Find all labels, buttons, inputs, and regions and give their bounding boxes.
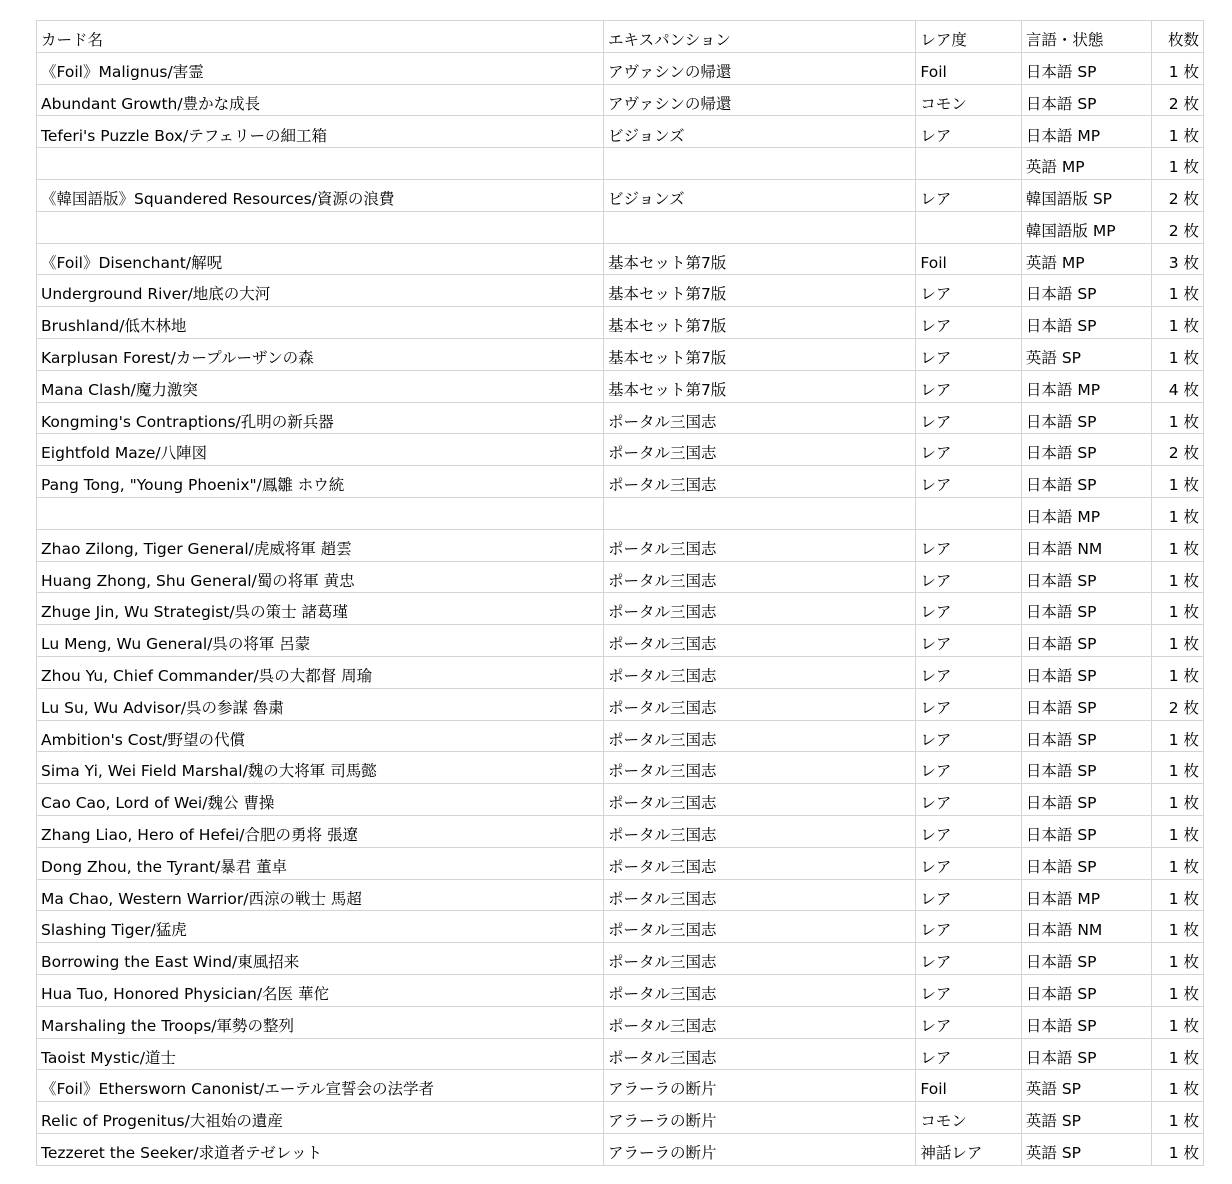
table-row xyxy=(37,179,1204,211)
quantity-cell[interactable]: 1 枚 xyxy=(1152,338,1204,370)
table-row xyxy=(37,847,1204,879)
language-condition-cell[interactable]: 日本語 SP xyxy=(1021,561,1151,593)
quantity-cell[interactable]: 1 枚 xyxy=(1152,307,1204,339)
rarity-cell[interactable]: レア xyxy=(916,720,1022,752)
card-inventory-sheet xyxy=(36,20,1204,1166)
rarity-cell[interactable]: レア xyxy=(916,593,1022,625)
card-name-cell[interactable]: Zhou Yu, Chief Commander/呉の大都督 周瑜 xyxy=(37,656,604,688)
expansion-cell[interactable]: ポータル三国志 xyxy=(603,847,915,879)
expansion-cell[interactable]: ポータル三国志 xyxy=(603,784,915,816)
rarity-cell[interactable]: レア xyxy=(916,1006,1022,1038)
rarity-cell[interactable]: レア xyxy=(916,815,1022,847)
quantity-cell[interactable]: 2 枚 xyxy=(1152,84,1204,116)
rarity-cell[interactable]: レア xyxy=(916,943,1022,975)
rarity-cell[interactable]: レア xyxy=(916,1038,1022,1070)
table-row xyxy=(37,307,1204,339)
language-condition-cell[interactable]: 日本語 SP xyxy=(1021,307,1151,339)
expansion-cell[interactable]: ポータル三国志 xyxy=(603,402,915,434)
language-condition-cell[interactable]: 英語 MP xyxy=(1021,243,1151,275)
card-name-cell[interactable]: Lu Su, Wu Advisor/呉の参謀 魯粛 xyxy=(37,688,604,720)
quantity-cell[interactable]: 1 枚 xyxy=(1152,275,1204,307)
quantity-cell[interactable]: 2 枚 xyxy=(1152,434,1204,466)
language-condition-cell[interactable]: 日本語 SP xyxy=(1021,974,1151,1006)
table-row xyxy=(37,1006,1204,1038)
quantity-cell[interactable]: 1 枚 xyxy=(1152,1133,1204,1165)
language-condition-cell[interactable]: 日本語 SP xyxy=(1021,593,1151,625)
language-condition-cell[interactable]: 日本語 SP xyxy=(1021,84,1151,116)
quantity-cell[interactable]: 1 枚 xyxy=(1152,720,1204,752)
expansion-cell[interactable]: ポータル三国志 xyxy=(603,943,915,975)
language-condition-cell[interactable]: 日本語 SP xyxy=(1021,52,1151,84)
quantity-cell[interactable]: 1 枚 xyxy=(1152,402,1204,434)
quantity-cell[interactable]: 4 枚 xyxy=(1152,370,1204,402)
card-inventory-table xyxy=(36,20,1204,1166)
card-name-cell[interactable]: Kongming's Contraptions/孔明の新兵器 xyxy=(37,402,604,434)
expansion-cell[interactable]: ポータル三国志 xyxy=(603,529,915,561)
header-quantity: 枚数 xyxy=(1152,21,1204,53)
expansion-cell[interactable]: アラーラの断片 xyxy=(603,1133,915,1165)
expansion-cell[interactable]: ポータル三国志 xyxy=(603,656,915,688)
quantity-cell[interactable]: 1 枚 xyxy=(1152,593,1204,625)
rarity-cell[interactable]: Foil xyxy=(916,1070,1022,1102)
language-condition-cell[interactable]: 日本語 SP xyxy=(1021,752,1151,784)
header-expansion: エキスパンション xyxy=(603,21,915,53)
language-condition-cell[interactable]: 英語 SP xyxy=(1021,1102,1151,1134)
card-name-cell[interactable]: Ambition's Cost/野望の代償 xyxy=(37,720,604,752)
table-row xyxy=(37,561,1204,593)
table-row xyxy=(37,593,1204,625)
language-condition-cell[interactable]: 英語 SP xyxy=(1021,338,1151,370)
rarity-cell[interactable]: コモン xyxy=(916,1102,1022,1134)
card-name-cell[interactable]: Slashing Tiger/猛虎 xyxy=(37,911,604,943)
expansion-cell[interactable]: ポータル三国志 xyxy=(603,911,915,943)
rarity-cell[interactable]: レア xyxy=(916,752,1022,784)
quantity-cell[interactable]: 1 枚 xyxy=(1152,561,1204,593)
card-name-cell[interactable]: Teferi's Puzzle Box/テフェリーの細工箱 xyxy=(37,116,604,148)
table-row xyxy=(37,84,1204,116)
header-card-name: カード名 xyxy=(37,21,604,53)
language-condition-cell[interactable]: 韓国語版 MP xyxy=(1021,211,1151,243)
table-row xyxy=(37,338,1204,370)
card-name-cell[interactable]: Cao Cao, Lord of Wei/魏公 曹操 xyxy=(37,784,604,816)
rarity-cell[interactable]: Foil xyxy=(916,243,1022,275)
quantity-cell[interactable]: 2 枚 xyxy=(1152,179,1204,211)
expansion-cell[interactable]: ポータル三国志 xyxy=(603,593,915,625)
rarity-cell[interactable]: レア xyxy=(916,370,1022,402)
rarity-cell[interactable]: レア xyxy=(916,879,1022,911)
table-row xyxy=(37,243,1204,275)
language-condition-cell[interactable]: 日本語 NM xyxy=(1021,911,1151,943)
rarity-cell[interactable]: レア xyxy=(916,688,1022,720)
expansion-cell[interactable]: 基本セット第7版 xyxy=(603,243,915,275)
header-row xyxy=(37,21,1204,53)
card-name-cell[interactable]: Zhuge Jin, Wu Strategist/呉の策士 諸葛瑾 xyxy=(37,593,604,625)
rarity-cell[interactable]: レア xyxy=(916,625,1022,657)
language-condition-cell[interactable]: 日本語 SP xyxy=(1021,688,1151,720)
quantity-cell[interactable]: 2 枚 xyxy=(1152,688,1204,720)
header-rarity: レア度 xyxy=(916,21,1022,53)
language-condition-cell[interactable]: 日本語 SP xyxy=(1021,720,1151,752)
table-row xyxy=(37,497,1204,529)
quantity-cell[interactable]: 1 枚 xyxy=(1152,974,1204,1006)
card-name-cell[interactable] xyxy=(37,497,604,529)
quantity-cell[interactable]: 1 枚 xyxy=(1152,1038,1204,1070)
language-condition-cell[interactable]: 英語 MP xyxy=(1021,148,1151,180)
card-name-cell[interactable]: Lu Meng, Wu General/呉の将軍 呂蒙 xyxy=(37,625,604,657)
expansion-cell[interactable]: ポータル三国志 xyxy=(603,720,915,752)
expansion-cell[interactable]: アヴァシンの帰還 xyxy=(603,84,915,116)
card-name-cell[interactable]: Tezzeret the Seeker/求道者テゼレット xyxy=(37,1133,604,1165)
language-condition-cell[interactable]: 日本語 SP xyxy=(1021,815,1151,847)
quantity-cell[interactable]: 2 枚 xyxy=(1152,211,1204,243)
language-condition-cell[interactable]: 日本語 MP xyxy=(1021,879,1151,911)
expansion-cell[interactable]: 基本セット第7版 xyxy=(603,275,915,307)
expansion-cell[interactable]: 基本セット第7版 xyxy=(603,338,915,370)
card-name-cell[interactable]: 《Foil》Ethersworn Canonist/エーテル宣誓会の法学者 xyxy=(37,1070,604,1102)
quantity-cell[interactable]: 1 枚 xyxy=(1152,625,1204,657)
expansion-cell[interactable]: アラーラの断片 xyxy=(603,1102,915,1134)
card-name-cell[interactable]: Taoist Mystic/道士 xyxy=(37,1038,604,1070)
language-condition-cell[interactable]: 日本語 SP xyxy=(1021,1006,1151,1038)
quantity-cell[interactable]: 1 枚 xyxy=(1152,497,1204,529)
quantity-cell[interactable]: 1 枚 xyxy=(1152,1006,1204,1038)
rarity-cell[interactable] xyxy=(916,211,1022,243)
expansion-cell[interactable]: アラーラの断片 xyxy=(603,1070,915,1102)
table-row xyxy=(37,52,1204,84)
rarity-cell[interactable] xyxy=(916,148,1022,180)
card-name-cell[interactable]: Ma Chao, Western Warrior/西涼の戦士 馬超 xyxy=(37,879,604,911)
rarity-cell[interactable]: レア xyxy=(916,275,1022,307)
quantity-cell[interactable]: 1 枚 xyxy=(1152,911,1204,943)
expansion-cell[interactable]: ポータル三国志 xyxy=(603,561,915,593)
language-condition-cell[interactable]: 日本語 MP xyxy=(1021,497,1151,529)
card-name-cell[interactable]: Zhang Liao, Hero of Hefei/合肥の勇将 張遼 xyxy=(37,815,604,847)
card-name-cell[interactable]: Hua Tuo, Honored Physician/名医 華佗 xyxy=(37,974,604,1006)
table-row xyxy=(37,974,1204,1006)
rarity-cell[interactable]: レア xyxy=(916,529,1022,561)
quantity-cell[interactable]: 1 枚 xyxy=(1152,943,1204,975)
language-condition-cell[interactable]: 日本語 NM xyxy=(1021,529,1151,561)
language-condition-cell[interactable]: 日本語 SP xyxy=(1021,943,1151,975)
expansion-cell[interactable]: ポータル三国志 xyxy=(603,625,915,657)
table-row xyxy=(37,752,1204,784)
card-name-cell[interactable]: Pang Tong, "Young Phoenix"/鳳雛 ホウ統 xyxy=(37,466,604,498)
expansion-cell[interactable]: ポータル三国志 xyxy=(603,434,915,466)
language-condition-cell[interactable]: 日本語 MP xyxy=(1021,116,1151,148)
expansion-cell[interactable] xyxy=(603,148,915,180)
expansion-cell[interactable]: ビジョンズ xyxy=(603,116,915,148)
rarity-cell[interactable]: レア xyxy=(916,338,1022,370)
rarity-cell[interactable]: レア xyxy=(916,561,1022,593)
table-row xyxy=(37,720,1204,752)
language-condition-cell[interactable]: 英語 SP xyxy=(1021,1070,1151,1102)
expansion-cell[interactable] xyxy=(603,211,915,243)
language-condition-cell[interactable]: 日本語 SP xyxy=(1021,466,1151,498)
rarity-cell[interactable]: レア xyxy=(916,307,1022,339)
card-name-cell[interactable]: Karplusan Forest/カープルーザンの森 xyxy=(37,338,604,370)
expansion-cell[interactable]: 基本セット第7版 xyxy=(603,307,915,339)
table-row xyxy=(37,1102,1204,1134)
rarity-cell[interactable] xyxy=(916,497,1022,529)
expansion-cell[interactable]: ビジョンズ xyxy=(603,179,915,211)
language-condition-cell[interactable]: 日本語 SP xyxy=(1021,434,1151,466)
language-condition-cell[interactable]: 日本語 SP xyxy=(1021,625,1151,657)
expansion-cell[interactable]: ポータル三国志 xyxy=(603,752,915,784)
expansion-cell[interactable]: ポータル三国志 xyxy=(603,815,915,847)
card-name-cell[interactable]: Borrowing the East Wind/東風招来 xyxy=(37,943,604,975)
card-name-cell[interactable]: Huang Zhong, Shu General/蜀の将軍 黄忠 xyxy=(37,561,604,593)
table-body xyxy=(37,52,1204,1165)
table-row xyxy=(37,688,1204,720)
header-language-condition: 言語・状態 xyxy=(1021,21,1151,53)
expansion-cell[interactable]: ポータル三国志 xyxy=(603,466,915,498)
card-name-cell[interactable]: 《Foil》Disenchant/解呪 xyxy=(37,243,604,275)
card-name-cell[interactable]: 《韓国語版》Squandered Resources/資源の浪費 xyxy=(37,179,604,211)
expansion-cell[interactable]: ポータル三国志 xyxy=(603,1006,915,1038)
rarity-cell[interactable]: レア xyxy=(916,847,1022,879)
card-name-cell[interactable]: Brushland/低木林地 xyxy=(37,307,604,339)
card-name-cell[interactable]: 《Foil》Malignus/害霊 xyxy=(37,52,604,84)
language-condition-cell[interactable]: 日本語 SP xyxy=(1021,784,1151,816)
card-name-cell[interactable]: Mana Clash/魔力激突 xyxy=(37,370,604,402)
rarity-cell[interactable]: コモン xyxy=(916,84,1022,116)
language-condition-cell[interactable]: 日本語 SP xyxy=(1021,402,1151,434)
expansion-cell[interactable]: アヴァシンの帰還 xyxy=(603,52,915,84)
table-row xyxy=(37,116,1204,148)
language-condition-cell[interactable]: 日本語 SP xyxy=(1021,847,1151,879)
table-row xyxy=(37,815,1204,847)
rarity-cell[interactable]: レア xyxy=(916,466,1022,498)
table-row xyxy=(37,148,1204,180)
table-row xyxy=(37,370,1204,402)
quantity-cell[interactable]: 1 枚 xyxy=(1152,656,1204,688)
language-condition-cell[interactable]: 英語 SP xyxy=(1021,1133,1151,1165)
language-condition-cell[interactable]: 日本語 SP xyxy=(1021,1038,1151,1070)
table-row xyxy=(37,529,1204,561)
rarity-cell[interactable]: レア xyxy=(916,434,1022,466)
quantity-cell[interactable]: 1 枚 xyxy=(1152,752,1204,784)
table-row xyxy=(37,434,1204,466)
expansion-cell[interactable]: ポータル三国志 xyxy=(603,1038,915,1070)
language-condition-cell[interactable]: 韓国語版 SP xyxy=(1021,179,1151,211)
rarity-cell[interactable]: レア xyxy=(916,911,1022,943)
quantity-cell[interactable]: 1 枚 xyxy=(1152,148,1204,180)
table-row xyxy=(37,656,1204,688)
rarity-cell[interactable]: レア xyxy=(916,656,1022,688)
card-name-cell[interactable] xyxy=(37,148,604,180)
card-name-cell[interactable]: Marshaling the Troops/軍勢の整列 xyxy=(37,1006,604,1038)
quantity-cell[interactable]: 1 枚 xyxy=(1152,847,1204,879)
table-row xyxy=(37,1038,1204,1070)
expansion-cell[interactable] xyxy=(603,497,915,529)
quantity-cell[interactable]: 1 枚 xyxy=(1152,116,1204,148)
rarity-cell[interactable]: 神話レア xyxy=(916,1133,1022,1165)
card-name-cell[interactable]: Zhao Zilong, Tiger General/虎威将軍 趙雲 xyxy=(37,529,604,561)
table-row xyxy=(37,211,1204,243)
card-name-cell[interactable]: Relic of Progenitus/大祖始の遺産 xyxy=(37,1102,604,1134)
quantity-cell[interactable]: 1 枚 xyxy=(1152,466,1204,498)
card-name-cell[interactable] xyxy=(37,211,604,243)
table-row xyxy=(37,625,1204,657)
card-name-cell[interactable]: Dong Zhou, the Tyrant/暴君 董卓 xyxy=(37,847,604,879)
table-row xyxy=(37,402,1204,434)
table-row xyxy=(37,879,1204,911)
language-condition-cell[interactable]: 日本語 MP xyxy=(1021,370,1151,402)
expansion-cell[interactable]: ポータル三国志 xyxy=(603,974,915,1006)
expansion-cell[interactable]: 基本セット第7版 xyxy=(603,370,915,402)
rarity-cell[interactable]: Foil xyxy=(916,52,1022,84)
rarity-cell[interactable]: レア xyxy=(916,116,1022,148)
table-row xyxy=(37,466,1204,498)
table-row xyxy=(37,943,1204,975)
quantity-cell[interactable]: 1 枚 xyxy=(1152,1102,1204,1134)
quantity-cell[interactable]: 1 枚 xyxy=(1152,1070,1204,1102)
table-row xyxy=(37,911,1204,943)
table-row xyxy=(37,784,1204,816)
table-row xyxy=(37,1133,1204,1165)
expansion-cell[interactable]: ポータル三国志 xyxy=(603,688,915,720)
table-row xyxy=(37,275,1204,307)
card-name-cell[interactable]: Underground River/地底の大河 xyxy=(37,275,604,307)
quantity-cell[interactable]: 1 枚 xyxy=(1152,52,1204,84)
table-row xyxy=(37,1070,1204,1102)
quantity-cell[interactable]: 1 枚 xyxy=(1152,784,1204,816)
card-name-cell[interactable]: Sima Yi, Wei Field Marshal/魏の大将軍 司馬懿 xyxy=(37,752,604,784)
rarity-cell[interactable]: レア xyxy=(916,784,1022,816)
language-condition-cell[interactable]: 日本語 SP xyxy=(1021,275,1151,307)
language-condition-cell[interactable]: 日本語 SP xyxy=(1021,656,1151,688)
expansion-cell[interactable]: ポータル三国志 xyxy=(603,879,915,911)
quantity-cell[interactable]: 1 枚 xyxy=(1152,879,1204,911)
card-name-cell[interactable]: Eightfold Maze/八陣図 xyxy=(37,434,604,466)
rarity-cell[interactable]: レア xyxy=(916,974,1022,1006)
quantity-cell[interactable]: 3 枚 xyxy=(1152,243,1204,275)
rarity-cell[interactable]: レア xyxy=(916,402,1022,434)
card-name-cell[interactable]: Abundant Growth/豊かな成長 xyxy=(37,84,604,116)
quantity-cell[interactable]: 1 枚 xyxy=(1152,815,1204,847)
rarity-cell[interactable]: レア xyxy=(916,179,1022,211)
quantity-cell[interactable]: 1 枚 xyxy=(1152,529,1204,561)
